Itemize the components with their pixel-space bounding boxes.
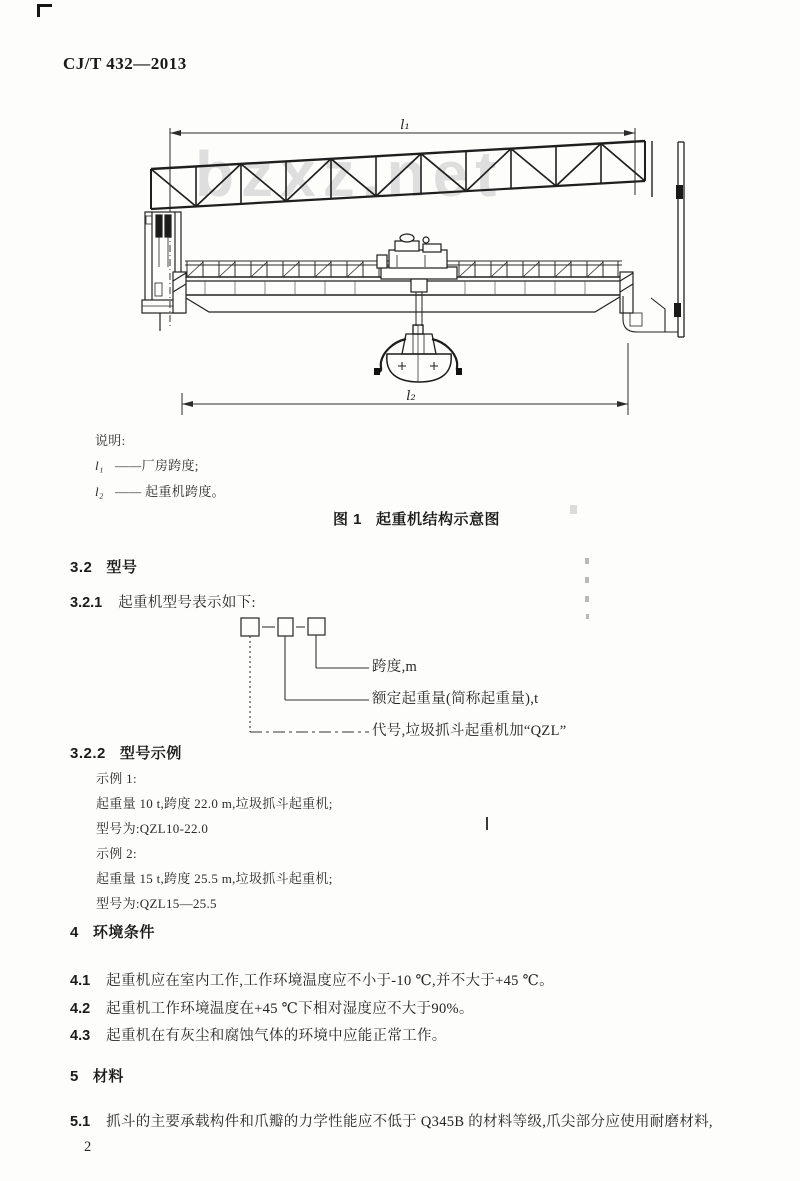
scan-artifact [37, 4, 40, 17]
model-label-capacity: 额定起重量(简称起重量),t [372, 691, 539, 707]
figure-caption-label: 图 1 [333, 511, 363, 528]
section-4-number: 4 [70, 924, 79, 941]
scan-artifact [585, 596, 589, 602]
roof-truss [151, 141, 652, 209]
section-3-2-2-number: 3.2.2 [70, 745, 106, 762]
clause-4-3 [70, 1024, 447, 1045]
clause-3-2-1-text: 起重机型号表示如下: [118, 595, 256, 611]
clause-4-2 [70, 997, 474, 1018]
example-line: 型号为:QZL10-22.0 [96, 821, 209, 836]
watermark: bzxz.net [195, 138, 504, 210]
section-3-2-2-heading [70, 742, 182, 763]
figure-legend-title: 说明: [95, 433, 126, 448]
clause-4-3-text: 起重机在有灰尘和腐蚀气体的环境中应能正常工作。 [106, 1028, 447, 1044]
example-line: 起重量 10 t,跨度 22.0 m,垃圾抓斗起重机; [96, 796, 333, 811]
dim-l1-label: l₁ [400, 118, 410, 133]
model-label-span: 跨度,m [372, 659, 418, 675]
trolley [377, 234, 457, 292]
section-5-title: 材料 [92, 1068, 124, 1085]
dim-l2-label: l₂ [406, 389, 416, 404]
clause-4-3-number: 4.3 [70, 1028, 91, 1044]
clause-5-1-number: 5.1 [70, 1114, 91, 1130]
section-4-heading [70, 921, 155, 942]
legend-desc-l1: ——厂房跨度; [115, 458, 199, 473]
example-line: 起重量 15 t,跨度 25.5 m,垃圾抓斗起重机; [96, 871, 333, 886]
arrowhead [170, 130, 181, 136]
scan-artifact [586, 614, 589, 619]
section-3-2-2-title: 型号示例 [119, 745, 182, 762]
section-3-2-title: 型号 [106, 559, 138, 576]
section-4-title: 环境条件 [92, 924, 155, 941]
clause-4-2-text: 起重机工作环境温度在+45 ℃下相对湿度应不大于90%。 [106, 1001, 474, 1017]
grab-bucket [374, 325, 462, 382]
clause-4-1-number: 4.1 [70, 973, 91, 989]
scan-artifact [486, 817, 488, 830]
scan-artifact [570, 505, 577, 514]
clause-4-2-number: 4.2 [70, 1001, 91, 1017]
arrowhead [624, 130, 635, 136]
example-line: 示例 1: [96, 771, 137, 786]
clause-5-1-text: 抓斗的主要承载构件和爪瓣的力学性能应不低于 Q345B 的材料等级,爪尖部分应使用耐磨材料, [106, 1114, 713, 1130]
legend-symbol-l1: l₁ [95, 458, 104, 473]
arrowhead [617, 401, 628, 407]
page-number: 2 [84, 1139, 92, 1155]
clause-3-2-1 [70, 591, 256, 612]
clause-5-1 [70, 1110, 770, 1131]
scan-artifact [585, 577, 589, 583]
figure-1 [125, 105, 705, 440]
figure-caption-text: 起重机结构示意图 [376, 511, 501, 528]
scan-artifact [585, 558, 589, 564]
legend-item [95, 481, 225, 500]
legend-item [95, 455, 199, 474]
clause-4-1 [70, 969, 554, 990]
legend-symbol-l2: l₂ [95, 484, 104, 499]
arrowhead [182, 401, 193, 407]
model-label-code: 代号,垃圾抓斗起重机加“QZL” [372, 723, 567, 739]
figure-caption [333, 508, 500, 529]
section-3-2-heading [70, 556, 137, 577]
legend-desc-l2: —— 起重机跨度。 [115, 484, 225, 499]
standard-number: CJ/T 432—2013 [63, 54, 187, 73]
model-designation-diagram [235, 612, 375, 742]
example-line: 型号为:QZL15—25.5 [96, 896, 217, 911]
section-5-heading [70, 1065, 124, 1086]
hoist-cables [416, 292, 422, 326]
section-5-number: 5 [70, 1068, 79, 1085]
example-line: 示例 2: [96, 846, 137, 861]
clause-3-2-1-number: 3.2.1 [70, 595, 103, 611]
crane-diagram [125, 105, 705, 440]
clause-4-1-text: 起重机应在室内工作,工作环境温度应不小于-10 ℃,并不大于+45 ℃。 [106, 973, 554, 989]
section-3-2-number: 3.2 [70, 559, 93, 576]
